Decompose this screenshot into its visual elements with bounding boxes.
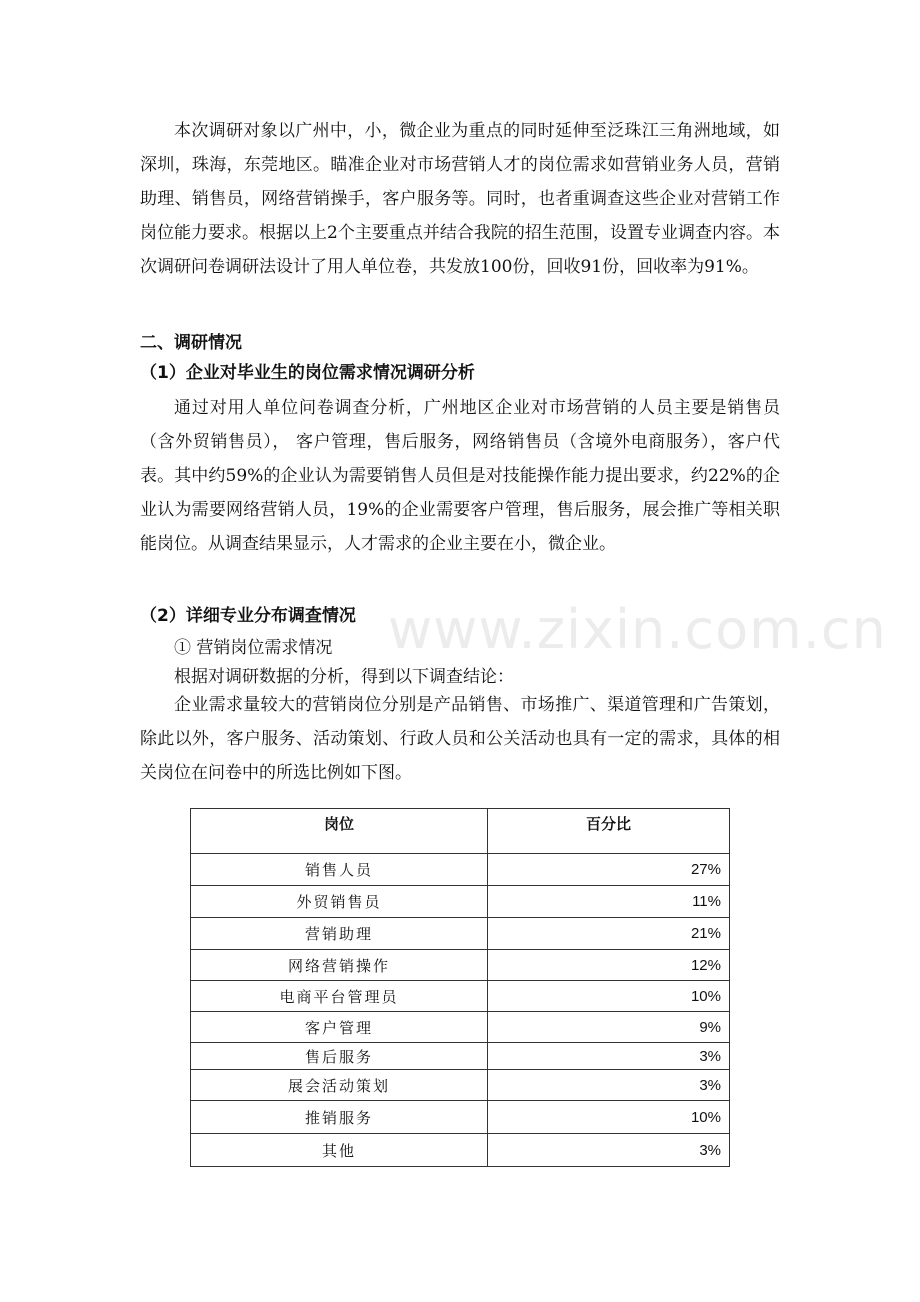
section-heading: 二、调研情况 bbox=[140, 333, 242, 353]
positions-paragraph: 企业需求量较大的营销岗位分别是产品销售、市场推广、渠道管理和广告策划，除此以外，客户服务、活动策划、行政人员和公关活动也具有一定的需求，具体的相关岗位在问卷中的所选比例如下图。 bbox=[140, 695, 780, 783]
table-row bbox=[191, 1134, 730, 1167]
table-row bbox=[191, 886, 730, 918]
cell-percent: 12% bbox=[488, 950, 730, 981]
cell-percent: 9% bbox=[488, 1012, 730, 1043]
cell-percent: 11% bbox=[488, 886, 730, 918]
table-row bbox=[191, 854, 730, 886]
cell-position: 其他 bbox=[191, 1134, 488, 1167]
column-header-percent: 百分比 bbox=[488, 809, 730, 854]
conclusion-intro-line: 根据对调研数据的分析，得到以下调查结论： bbox=[174, 667, 514, 687]
cell-position: 推销服务 bbox=[191, 1101, 488, 1134]
cell-position: 外贸销售员 bbox=[191, 886, 488, 918]
cell-percent: 21% bbox=[488, 918, 730, 950]
table-row bbox=[191, 1070, 730, 1101]
cell-percent: 3% bbox=[488, 1134, 730, 1167]
cell-percent: 27% bbox=[488, 854, 730, 886]
cell-percent: 10% bbox=[488, 981, 730, 1012]
cell-position: 销售人员 bbox=[191, 854, 488, 886]
subsection-heading-2: （2）详细专业分布调查情况 bbox=[140, 606, 356, 626]
table-row bbox=[191, 1043, 730, 1070]
column-header-position: 岗位 bbox=[191, 809, 488, 854]
cell-percent: 10% bbox=[488, 1101, 730, 1134]
intro-paragraph: 本次调研对象以广州中，小，微企业为重点的同时延伸至泛珠江三角洲地域，如深圳，珠海，东莞地区。瞄准企业对市场营销人才的岗位需求如营销业务人员，营销助理、销售员，网络营销操手，客户服务等。同时，也者重调查这些企业对营销工作岗位能力要求。根据以上2个主要重点并结合我院的招生范围，设置专业调查内容。本次调研问卷调研法设计了用人单位卷，共发放100份，回收91份，回收率为91%。 bbox=[140, 121, 780, 277]
cell-percent: 3% bbox=[488, 1043, 730, 1070]
watermark: www.zixin.com.cn bbox=[388, 598, 887, 661]
table-header-row bbox=[191, 809, 730, 854]
cell-position: 售后服务 bbox=[191, 1043, 488, 1070]
list-item-marketing-demand: ① 营销岗位需求情况 bbox=[174, 638, 333, 658]
subsection-heading-1: （1）企业对毕业生的岗位需求情况调研分析 bbox=[140, 363, 475, 383]
table-row bbox=[191, 950, 730, 981]
positions-table bbox=[190, 808, 730, 1167]
cell-position: 营销助理 bbox=[191, 918, 488, 950]
cell-position: 电商平台管理员 bbox=[191, 981, 488, 1012]
demand-analysis-paragraph: 通过对用人单位问卷调查分析，广州地区企业对市场营销的人员主要是销售员（含外贸销售员）， 客户管理，售后服务，网络销售员（含境外电商服务），客户代表。其中约59%的企业认为需要销售人员但是对技能操作能力提出要求，约22%的企业认为需要网络营销人员，19%的企业需要客户管理，售后服务，展会推广等相关职能岗位。从调查结果显示，人才需求的企业主要在小，微企业。 bbox=[140, 398, 780, 554]
cell-percent: 3% bbox=[488, 1070, 730, 1101]
cell-position: 展会活动策划 bbox=[191, 1070, 488, 1101]
table-row bbox=[191, 1101, 730, 1134]
cell-position: 客户管理 bbox=[191, 1012, 488, 1043]
table-row bbox=[191, 1012, 730, 1043]
table-row bbox=[191, 981, 730, 1012]
cell-position: 网络营销操作 bbox=[191, 950, 488, 981]
table-row bbox=[191, 918, 730, 950]
